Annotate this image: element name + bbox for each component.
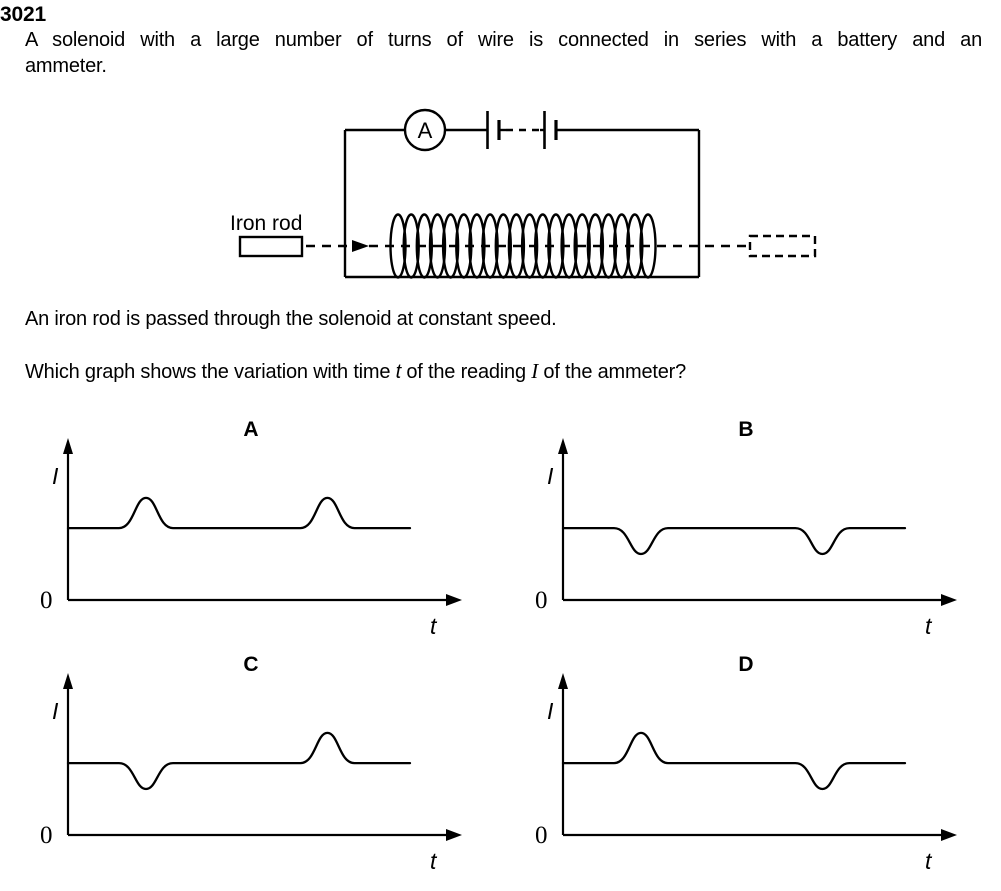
current-curve bbox=[68, 498, 410, 528]
x-axis-label: t bbox=[430, 613, 437, 639]
prompt-middle: of the reading bbox=[401, 361, 532, 383]
current-curve bbox=[563, 733, 905, 789]
origin-label: 0 bbox=[40, 822, 53, 849]
x-axis-label: t bbox=[925, 613, 932, 639]
y-axis-label: I bbox=[52, 463, 59, 489]
graph-title: B bbox=[738, 418, 754, 441]
y-axis-label: I bbox=[52, 698, 59, 724]
x-axis-label: t bbox=[430, 848, 437, 874]
statement-text: An iron rod is passed through the solenoid at constant speed. bbox=[25, 308, 557, 330]
iron-rod bbox=[240, 237, 302, 256]
graph-option-b bbox=[525, 410, 985, 642]
graph-option-c bbox=[30, 645, 490, 877]
solenoid-coil bbox=[391, 215, 656, 278]
ammeter-label: A bbox=[417, 118, 433, 143]
x-axis-arrow-icon bbox=[446, 594, 462, 606]
y-axis-arrow-icon bbox=[558, 673, 568, 689]
question-intro bbox=[25, 27, 982, 79]
current-curve bbox=[563, 528, 905, 554]
prompt-suffix: of the ammeter? bbox=[538, 361, 687, 383]
battery-symbol bbox=[488, 111, 557, 149]
origin-label: 0 bbox=[40, 587, 53, 614]
y-axis-label: I bbox=[547, 463, 554, 489]
intro-line-2: ammeter. bbox=[25, 55, 107, 77]
origin-label: 0 bbox=[535, 822, 548, 849]
graph-option-d bbox=[525, 645, 985, 877]
graph-title: A bbox=[243, 418, 259, 441]
iron-rod-label: Iron rod bbox=[230, 212, 303, 235]
x-axis-label: t bbox=[925, 848, 932, 874]
question-number: 3021 bbox=[0, 3, 46, 26]
prompt-text bbox=[25, 358, 955, 385]
x-axis-arrow-icon bbox=[941, 829, 957, 841]
origin-label: 0 bbox=[535, 587, 548, 614]
circuit-diagram bbox=[0, 90, 1001, 304]
x-axis-arrow-icon bbox=[941, 594, 957, 606]
ammeter-symbol bbox=[405, 110, 445, 150]
y-axis-arrow-icon bbox=[63, 438, 73, 454]
graph-title: C bbox=[243, 653, 259, 676]
graph-title: D bbox=[738, 653, 754, 676]
current-curve bbox=[68, 733, 410, 789]
y-axis-arrow-icon bbox=[63, 673, 73, 689]
x-axis-arrow-icon bbox=[446, 829, 462, 841]
prompt-prefix: Which graph shows the variation with time bbox=[25, 361, 396, 383]
motion-arrow-icon bbox=[352, 240, 369, 252]
ghost-rod-position bbox=[750, 236, 815, 256]
y-axis-arrow-icon bbox=[558, 438, 568, 454]
y-axis-label: I bbox=[547, 698, 554, 724]
intro-line-1: A solenoid with a large number of turns of wire is connected in series with a battery and an bbox=[25, 29, 982, 51]
time-symbol: t bbox=[395, 361, 402, 383]
graph-option-a bbox=[30, 410, 490, 642]
current-symbol: I bbox=[531, 359, 539, 383]
